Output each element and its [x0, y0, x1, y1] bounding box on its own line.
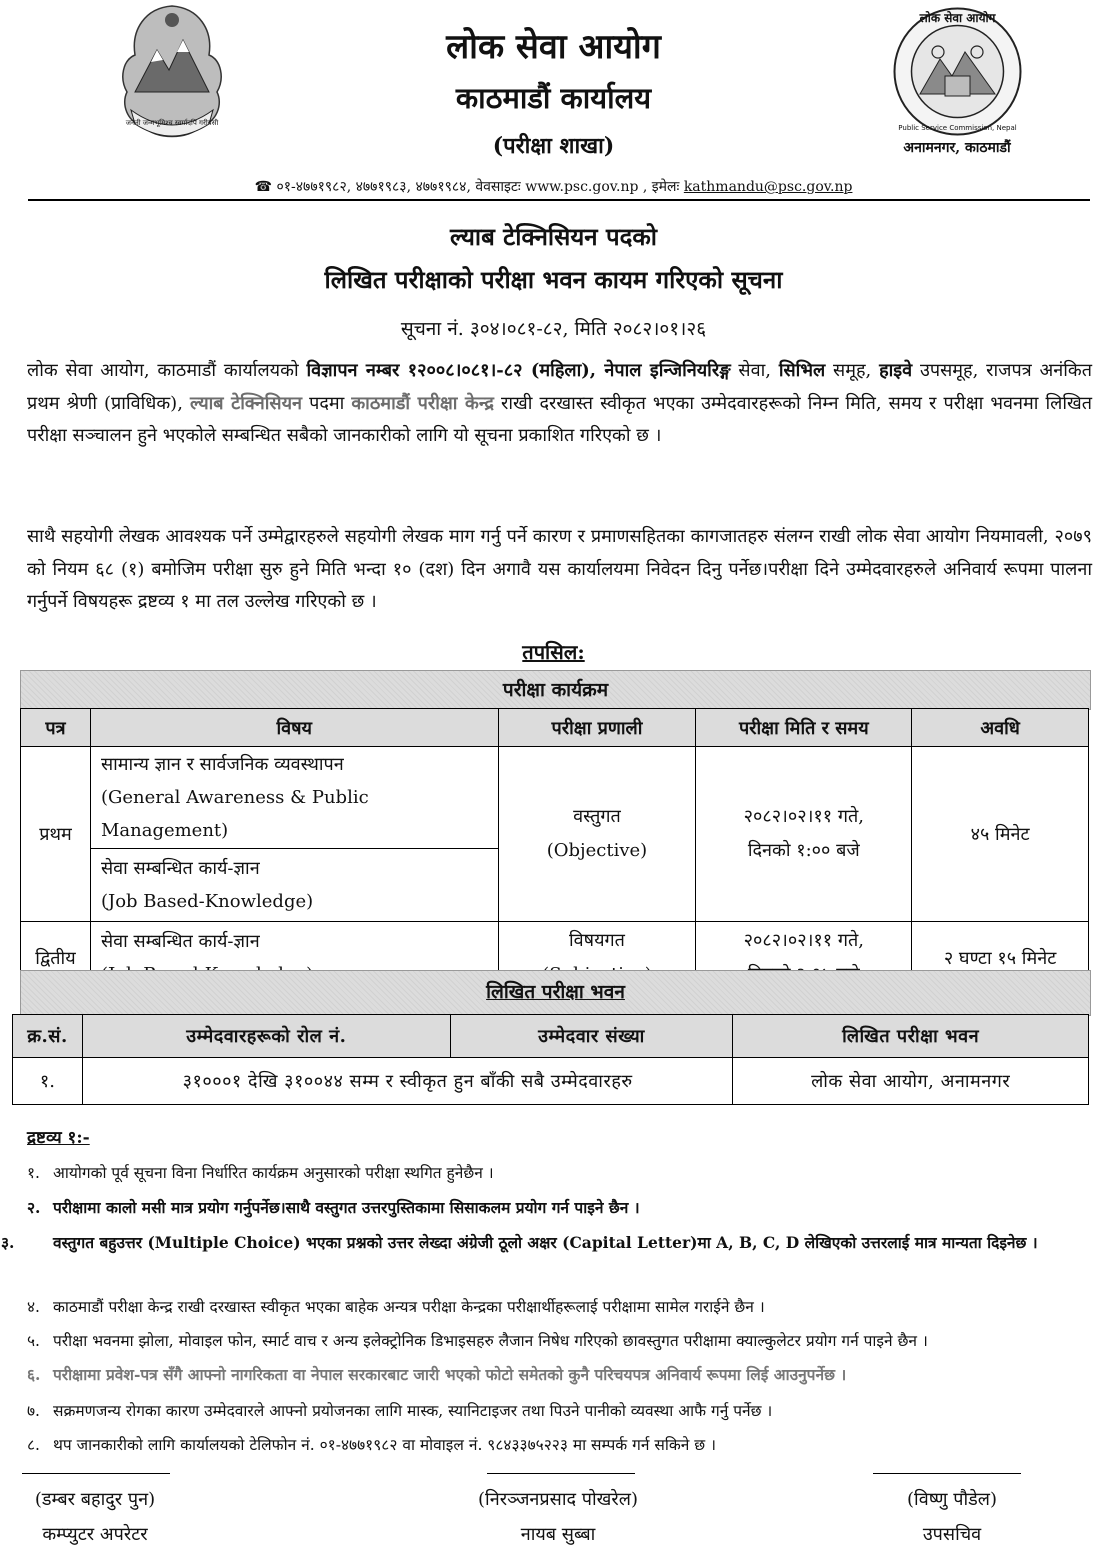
exam-time: दिनको १:०० बजे: [747, 840, 860, 861]
exam-schedule-heading: परीक्षा कार्यक्रम: [20, 670, 1091, 710]
contact-line: [0, 177, 1107, 196]
column-header: परीक्षा प्रणाली: [498, 709, 696, 747]
note-number: ६.: [27, 1365, 41, 1384]
column-header: उम्मेदवार संख्या: [450, 1015, 733, 1058]
emblem-left-motto: जननी जन्मभूमिश्च स्वर्गादपि गरीयसी: [125, 119, 219, 127]
note-item: [27, 1398, 1092, 1424]
column-header: पत्र: [21, 709, 91, 747]
note-text: थप जानकारीको लागि कार्यालयको टेलिफोन नं. ०१-४७७१९८२ वा मोवाइल नं. ९८४३३७५२२३ मा सम्पर्क गर्न सकिने छ ।: [53, 1436, 716, 1454]
signatory-post: कम्प्युटर अपरेटर: [42, 1524, 148, 1545]
intro-paragraph: [27, 355, 1092, 453]
para1-text-3: समूह,: [825, 360, 880, 381]
column-header: क्र.सं.: [13, 1015, 83, 1058]
notice-title-line1: ल्याब टेक्निसियन पदको: [449, 222, 657, 251]
note-number: ७.: [27, 1402, 40, 1420]
notes-title: द्रष्टव्य १:-: [27, 1128, 90, 1148]
signatory-post: उपसचिव: [922, 1524, 982, 1545]
serial-number: १.: [13, 1058, 83, 1105]
group-name: सिभिल: [778, 360, 826, 381]
note-number: ५.: [27, 1332, 40, 1350]
exam-date: २०८२।०२।११ गते,: [743, 930, 864, 951]
subject-en: (Job Based-Knowledge): [100, 891, 314, 912]
telephone-icon: ☎: [254, 179, 273, 195]
para1-text-5: पदमा: [302, 392, 352, 414]
exam-duration: २ घण्टा १५ मिनेट: [912, 922, 1089, 995]
note-text: परीक्षा भवनमा झोला, मोवाइल फोन, स्मार्ट वाच र अन्य इलेक्ट्रोनिक डिभाइसहरु लैजान निषेध गरिएको छावस्तुगत परीक्षामा क्याल्कुलेटर प्रयोग गर्न पाइने छैन ।: [53, 1332, 928, 1350]
details-heading: तपसिल:: [522, 640, 585, 664]
signatory-name: (निरञ्जनप्रसाद पोखरेल): [478, 1489, 638, 1510]
signatory-name: (डम्बर बहादुर पुन): [34, 1489, 156, 1510]
advertisement-number: विज्ञापन नम्बर १२००८।०८१।-८२ (महिला), नेपाल इन्जिनियरिङ्ग: [306, 360, 731, 381]
note-item: [27, 1160, 1092, 1186]
post-name: ल्याब टेक्निसियन: [189, 392, 303, 414]
signature-line: [487, 1473, 635, 1474]
note-text: परीक्षामा कालो मसी मात्र प्रयोग गर्नुपर्नेछ।साथै वस्तुगत उत्तरपुस्तिकामा सिसाकलम प्रयोग गर्न पाइने छैन ।: [53, 1198, 640, 1217]
exam-hall-table: [12, 1014, 1089, 1105]
signatory-post: नायब सुब्बा: [520, 1524, 596, 1545]
note-item: [27, 1432, 1092, 1458]
exam-date: २०८२।०२।११ गते,: [743, 806, 864, 827]
note-item: [27, 1362, 1092, 1388]
emblem-right-ring-text: Public Service Commission, Nepal: [898, 124, 1017, 132]
exam-center-name: काठमाडौं परीक्षा केन्द्र: [351, 392, 494, 414]
contact-details: ०१-४७७१९८२, ४७७१९८३, ४७७१९८४, वेवसाइटः www.psc.gov.np , इमेलः: [276, 179, 684, 195]
exam-system-np: वस्तुगत: [573, 806, 621, 827]
table-header-row: [21, 709, 1089, 747]
subject-np: सामान्य ज्ञान र सार्वजनिक व्यवस्थापन: [100, 754, 344, 775]
note-text: काठमाडौं परीक्षा केन्द्र राखी दरखास्त स्वीकृत भएका बाहेक अन्यत्र परीक्षा केन्द्रका परीक्षार्थीहरूलाई परीक्षामा सामेल गराईने छैन ।: [53, 1298, 765, 1316]
para1-text-6: राखी दरखास्त स्वीकृत भएका उम्मेदवारहरूको निम्न मिति, समय र परीक्षा भवनमा लिखित परीक्षा सञ्चालन हुने भएकोले सम्बन्धित सबैको जानकारीको लागि यो सूचना प्रकाशित गरिएको छ ।: [27, 392, 1092, 446]
organization-name: लोक सेवा आयोग: [446, 27, 661, 67]
exam-system-np: विषयगत: [569, 930, 625, 951]
note-text: सक्रमणजन्य रोगका कारण उम्मेदवारले आफ्नो प्रयोजनका लागि मास्क, स्यानिटाइजर तथा पिउने पानीको व्यवस्था आफै गर्नु पर्नेछ ।: [53, 1402, 773, 1420]
subject-cell: [90, 747, 498, 849]
notice-title-line2: लिखित परीक्षाको परीक्षा भवन कायम गरिएको सूचना: [324, 265, 783, 294]
subject-cell: [90, 849, 498, 922]
section-name: (परीक्षा शाखा): [492, 133, 615, 159]
table-header-row: [13, 1015, 1089, 1058]
header-divider: [28, 199, 1090, 201]
note-number: २.: [27, 1198, 41, 1217]
note-text: आयोगको पूर्व सूचना विना निर्धारित कार्यक्रम अनुसारको परीक्षा स्थगित हुनेछैन ।: [53, 1164, 494, 1182]
assistant-writer-paragraph: साथै सहयोगी लेखक आवश्यक पर्ने उम्मेद्वारहरुले सहयोगी लेखक माग गर्नु पर्ने कारण र प्रमाणसहितका कागजातहरु संलग्न राखी लोक सेवा आयोग नियमावली, २०७९ को नियम ६८ (१) बमोजिम परीक्षा सुरु हुने मिति भन्दा १० (दश) दिन अगावै यस कार्यालयमा निवेदन दिनु पर्नेछ।परीक्षा दिने उम्मेदवारहरुले अनिवार्य रूपमा पालना गर्नुपर्ने विषयहरू द्रष्टव्य १ मा तल उल्लेख गरिएको छ ।: [27, 526, 1092, 612]
emblem-right-top-text: लोक सेवा आयोग: [919, 11, 996, 25]
paper-name: प्रथम: [21, 747, 91, 922]
paper-name: द्वितीय: [21, 922, 91, 995]
note-item: [27, 1294, 1092, 1320]
signature-line: [22, 1473, 170, 1474]
roll-number-range: ३१०००१ देखि ३१००४४ सम्म र स्वीकृत हुन बाँकी सबै उम्मेदवारहरु: [82, 1058, 732, 1105]
note-number: ८.: [27, 1436, 40, 1454]
notice-number: सूचना नं. ३०४।०८१-८२, मिति २०८२।०१।२६: [400, 318, 707, 340]
column-header: उम्मेदवारहरूको रोल नं.: [82, 1015, 450, 1058]
exam-duration: ४५ मिनेट: [912, 747, 1089, 922]
exam-schedule-table: [20, 708, 1089, 995]
subject-np: सेवा सम्बन्धित कार्य-ज्ञान: [100, 931, 260, 952]
signature-line: [873, 1473, 1021, 1474]
note-number: १.: [27, 1164, 40, 1182]
exam-system-en: (Objective): [546, 840, 648, 861]
exam-hall-heading: [20, 970, 1091, 1016]
note-item: [27, 1328, 1092, 1354]
column-header: विषय: [90, 709, 498, 747]
office-name: काठमाडौं कार्यालय: [455, 81, 652, 115]
column-header: लिखित परीक्षा भवन: [733, 1015, 1089, 1058]
note-text: वस्तुगत बहुउत्तर (Multiple Choice) भएका प्रश्नको उत्तर लेख्दा अंग्रेजी ठूलो अक्षर (Capital Letter)मा A, B, C, D लेखिएको उत्तरलाई मात्र मान्यता दिइनेछ ।: [53, 1233, 1038, 1252]
note-text: परीक्षामा प्रवेश-पत्र सँगै आफ्नो नागरिकता वा नेपाल सरकारबाट जारी भएको फोटो समेतको कुनै परिचयपत्र अनिवार्य रूपमा लिई आउनुपर्नेछ ।: [53, 1365, 847, 1384]
office-address: अनामनगर, काठमाडौं: [903, 140, 1011, 156]
column-header: परीक्षा मिति र समय: [696, 709, 912, 747]
note-item: [1, 1230, 1092, 1256]
subgroup-name: हाइवे: [879, 360, 913, 381]
para1-text-1: लोक सेवा आयोग, काठमाडौं कार्यालयको: [27, 360, 307, 381]
note-number: ४.: [27, 1298, 40, 1316]
note-number: ३.: [1, 1233, 15, 1252]
para1-text-4: उपसमूह, राजपत्र अनंकित प्रथम श्रेणी (प्राविधिक),: [27, 360, 1092, 414]
column-header: अवधि: [912, 709, 1089, 747]
subject-en: (General Awareness & Public Management): [100, 787, 369, 841]
signatory-name: (विष्णु पौडेल): [907, 1489, 997, 1510]
para1-text-2: सेवा,: [730, 360, 779, 381]
exam-hall-name: लोक सेवा आयोग, अनामनगर: [733, 1058, 1089, 1105]
exam-hall-heading-text: लिखित परीक्षा भवन: [486, 981, 625, 1003]
exam-datetime-cell: [696, 747, 912, 922]
note-item: [27, 1195, 1092, 1221]
subject-np: सेवा सम्बन्धित कार्य-ज्ञान: [100, 858, 260, 879]
table-row: [13, 1058, 1089, 1105]
email-link[interactable]: kathmandu@psc.gov.np: [683, 179, 853, 195]
table-row: [21, 747, 1089, 849]
exam-system-cell: [498, 747, 696, 922]
